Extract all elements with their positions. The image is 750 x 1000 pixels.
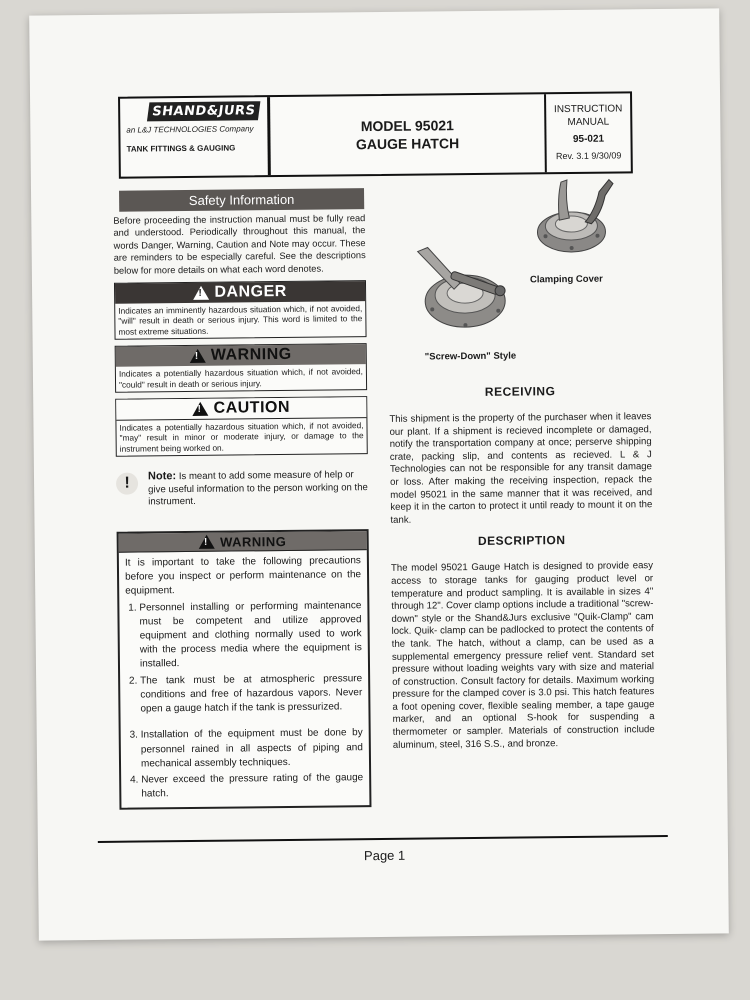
company-line: an L&J TECHNOLOGIES Company [126,124,254,135]
description-text: The model 95021 Gauge Hatch is designed to provide easy access to storage tanks for gauging product level or temperature and product sampling. It is available in sizes 4" through 12". Cover clamp options include a traditional "screw-down" style or the Shand&Jurs exclusive "Quik-Clamp" cam lock. Quik- clamp can be padlocked to protect the contents of the tank. The hatch, without a clamp, can be used as a supplemental emergency pressure relief vent. Standard set pressure without loading weights vary with size and material of construction. Consult factory for details. Maximum working pressure for the clamped cover is 3.0 psi. This hatch features a foot opening cover, flexible sealing member, a tape gauge marker, and an optional S-hook for suspending a thermometer or sampler. Materials of construction include aluminum, steel, 316 S.S., and bronze. [390,560,655,751]
danger-box [114,280,367,340]
caution-label: CAUTION [213,398,291,417]
warning-triangle-icon [193,286,209,300]
warning-triangle-icon [193,402,209,416]
list-item: 4. Never exceed the pressure rating of the gauge hatch. [141,771,363,802]
note-block [116,468,368,509]
model-title-block [270,94,547,175]
manual-label-2: MANUAL [567,116,610,129]
manual-number: 95-021 [572,133,605,145]
receiving-heading: RECEIVING [484,384,556,399]
list-item: 2. The tank must be at atmospheric pressure conditions and free of hazardous vapors. Never open a gauge hatch if the tank is pressurized. [140,672,362,717]
clamping-cover-image [529,169,620,270]
list-item: 1. Personnel installing or performing maintenance must be competent and utilize approved equipment and clothing normally used to work with the process media where the equipment is installed. [139,599,362,672]
receiving-text: This shipment is the property of the purchaser when it leaves our plant. If a shipment is recieved incomplete or damaged, notify the transportation company at once; perserve shipping crate, packing slip, and contents as recieved. L & J Technologies can not be responsible for any transit damage or loss. After making the receiving inspection, repack the model 95021 in the same manner that it was received, and keep it in the carton to protect it until ready to mount it on the tank. [389,411,653,526]
right-column [389,383,655,760]
shand-jurs-logo: SHAND&JURS [147,101,261,121]
footer-divider [98,835,668,843]
clamping-cover-caption: Clamping Cover [529,273,603,286]
safety-title: Safety Information [119,188,364,212]
precautions-list [125,599,363,802]
revision-date: Rev. 3.1 9/30/09 [555,150,622,162]
warning-box-small [115,343,367,392]
note-label: Note: [147,470,177,483]
list-item: 3. Installation of the equipment must be done by personnel rained in all aspects of piping and mechanical assembly techniques. [141,726,363,771]
warning-label: WARNING [210,346,292,365]
model-number: MODEL 95021 [360,117,454,135]
manual-info-block [546,93,631,172]
exclamation-icon: ! [116,473,138,495]
precautions-warning-label: WARNING [219,533,287,550]
product-name: GAUGE HATCH [355,135,460,153]
document-page [29,8,729,940]
safety-intro: Before proceeding the instruction manual must be fully read and understood. Periodically throughout this manual, the words Danger, Warning, Caution and Note may occur. These are reminders to be especially careful. See the descriptions below for more details on what each word denotes. [113,213,366,276]
danger-text: Indicates an imminently hazardous situation which, if not avoided, "will" result in death or serious injury. This word is limited to the most extreme situations. [118,303,363,337]
company-logo-block [120,97,271,177]
precautions-intro: It is important to take the following precautions before you inspect or perform maintenance on the equipment. [124,555,362,598]
warning-triangle-icon [190,349,206,363]
page-number: Page 1 [363,847,406,864]
caution-box [115,396,368,457]
danger-label: DANGER [214,282,287,301]
manual-label-1: INSTRUCTION [553,103,623,116]
warning-triangle-icon [199,535,215,549]
note-text: Is meant to add some measure of help or give useful information to the person working on the instrument. [148,469,368,508]
company-tagline: TANK FITTINGS & GAUGING [126,143,236,154]
description-heading: DESCRIPTION [477,533,566,549]
document-header [118,91,633,178]
caution-text: Indicates a potentially hazardous situation which, if not avoided, "may" result in minor or moderate injury, or damage to the instrument being worked on. [119,420,364,454]
screw-down-style-image [410,239,521,350]
warning-text: Indicates a potentially hazardous situation which, if not avoided, "could" result in death or serious injury. [118,366,363,390]
precautions-warning-box [117,529,372,810]
left-column [113,188,371,810]
screw-down-caption: "Screw-Down" Style [424,350,517,363]
